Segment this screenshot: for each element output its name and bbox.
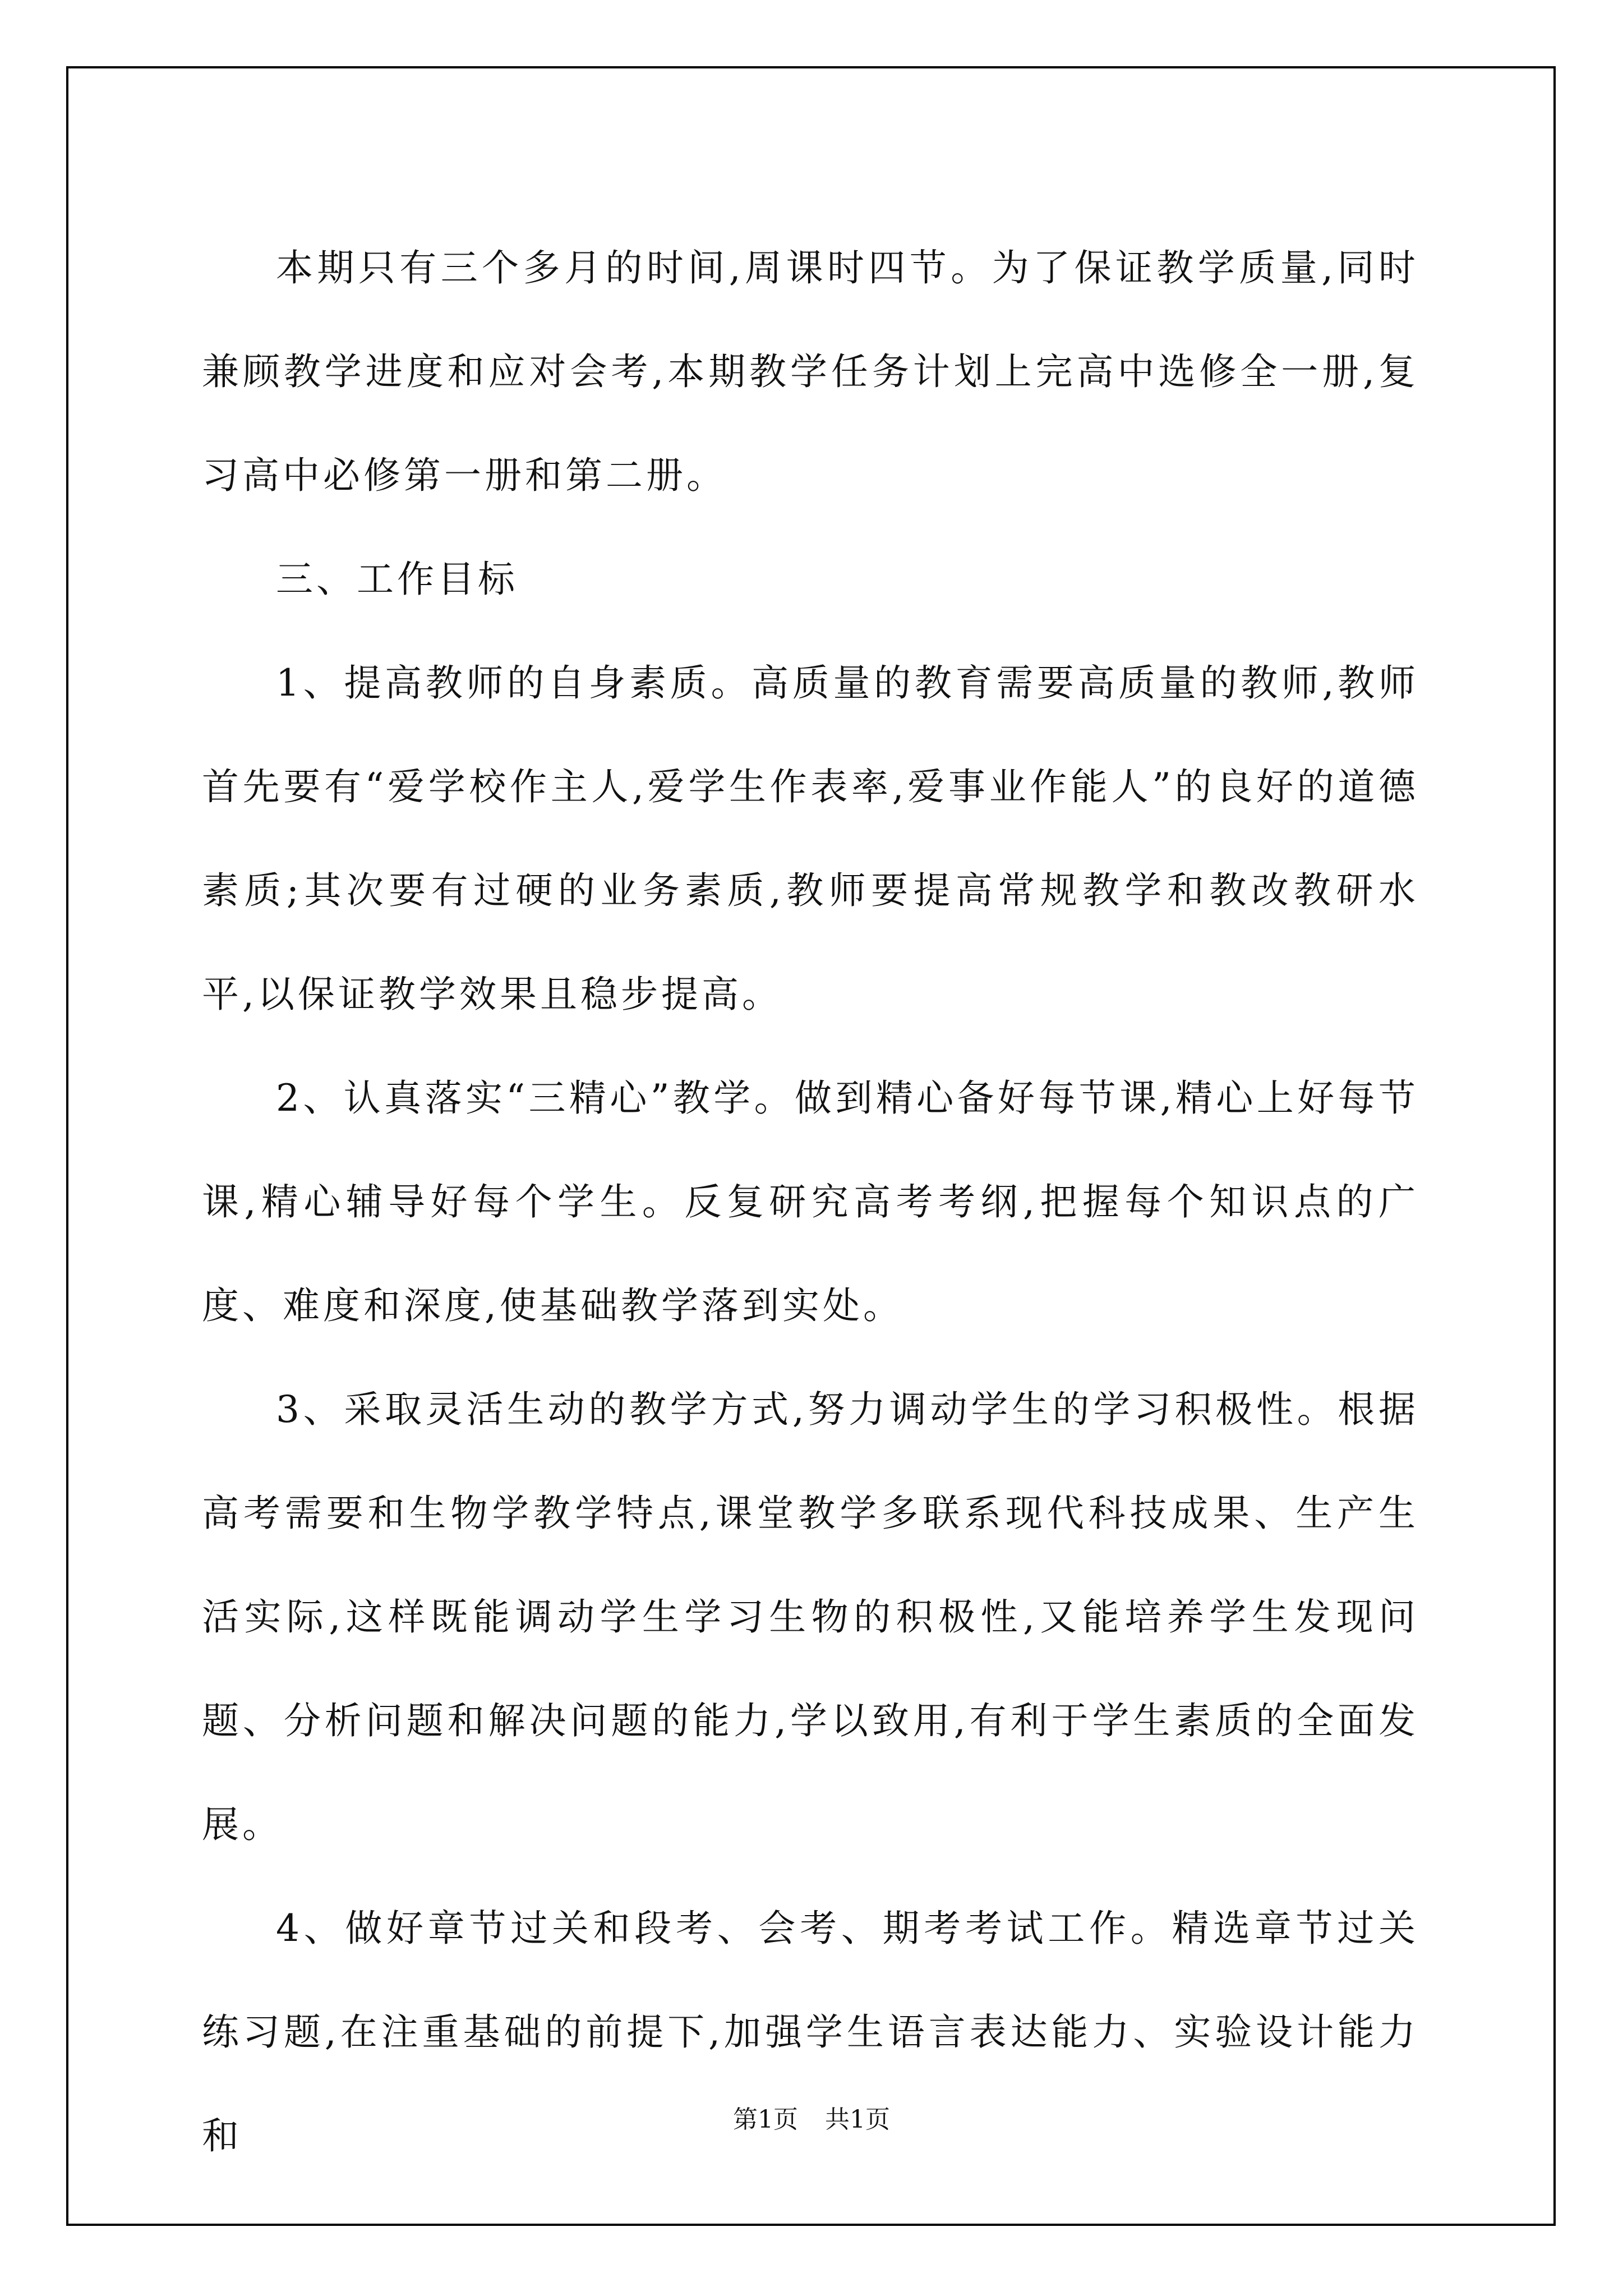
section-heading-work-goals: 三、工作目标 xyxy=(276,558,518,601)
paragraph-goal-1: 1、提高教师的自身素质。高质量的教育需要高质量的教师,教师首先要有“爱学校作主人,爱学生作表率,爱事业作能人”的良好的道德素质;其次要有过硬的业务素质,教师要提高常规教学和教改教研水平,以保证教学效果且稳步提高。 xyxy=(202,661,1419,1016)
page-number: 第1页 xyxy=(733,2105,798,2134)
paragraph-goal-4: 4、做好章节过关和段考、会考、期考考试工作。精选章节过关练习题,在注重基础的前提下,加强学生语言表达能力、实验设计能力和 xyxy=(202,1907,1419,2157)
paragraph-schedule: 本期只有三个多月的时间,周课时四节。为了保证教学质量,同时兼顾教学进度和应对会考,本期教学任务计划上完高中选修全一册,复习高中必修第一册和第二册。 xyxy=(202,246,1419,497)
page-footer xyxy=(0,2099,1623,2135)
page-total: 共1页 xyxy=(825,2105,890,2134)
paragraph-goal-2: 2、认真落实“三精心”教学。做到精心备好每节课,精心上好每节课,精心辅导好每个学生。反复研究高考考纲,把握每个知识点的广度、难度和深度,使基础教学落到实处。 xyxy=(202,1076,1419,1327)
paragraph-goal-3: 3、采取灵活生动的教学方式,努力调动学生的学习积极性。根据高考需要和生物学教学特点,课堂教学多联系现代科技成果、生产生活实际,这样既能调动学生学习生物的积极性,又能培养学生发现问题、分析问题和解决问题的能力,学以致用,有利于学生素质的全面发展。 xyxy=(202,1388,1419,1846)
document-body xyxy=(202,216,1419,2188)
